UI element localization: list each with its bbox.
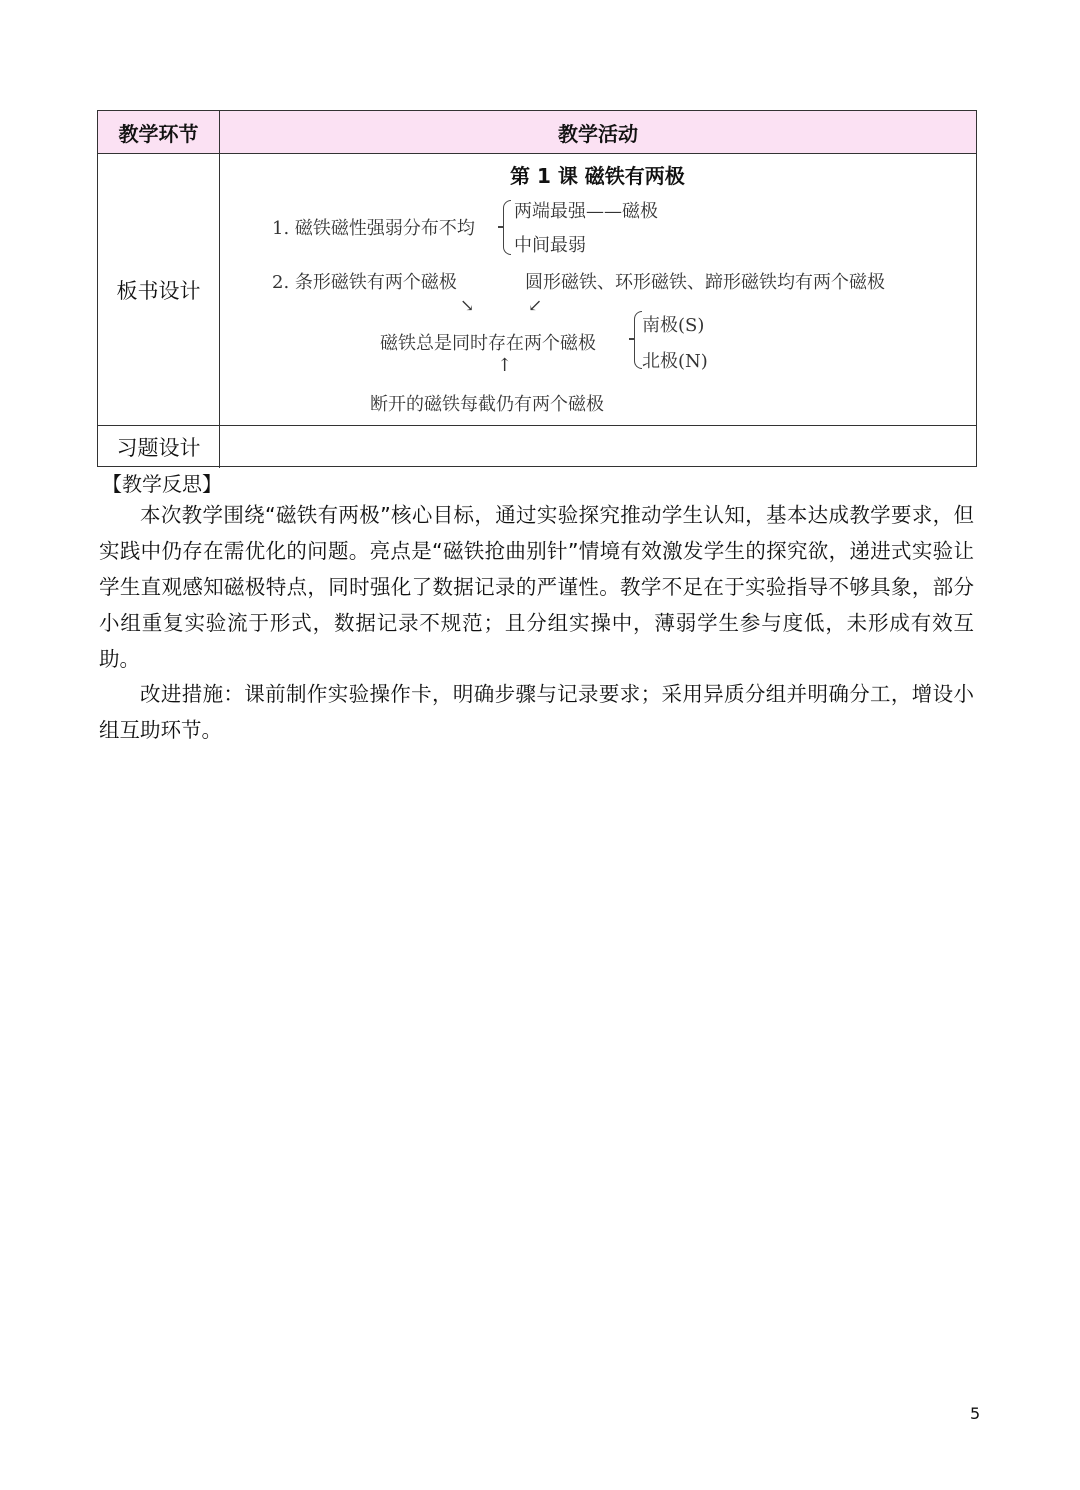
brace-1 (503, 200, 511, 255)
bottom-statement: 断开的磁铁每截仍有两个磁极 (370, 394, 604, 415)
header-teaching-stage: 教学环节 (98, 111, 220, 153)
lesson-title: 第 1 课 磁铁有两极 (510, 164, 685, 188)
reflection-paragraph-2: 改进措施：课前制作实验操作卡，明确步骤与记录要求；采用异质分组并明确分工，增设小组互助环节。 (99, 682, 974, 742)
board-design-content (220, 154, 976, 425)
board-design-row (98, 154, 976, 426)
table-header-row (98, 111, 976, 154)
exercise-design-row (98, 426, 976, 468)
header-teaching-activity: 教学活动 (558, 121, 638, 146)
exercise-design-content (220, 426, 976, 468)
reflection-paragraph-1: 本次教学围绕“磁铁有两极”核心目标，通过实验探究推动学生认知，基本达成教学要求，但实践中仍存在需优化的问题。亮点是“磁铁抢曲别针”情境有效激发学生的探究欲，递进式实验让学生直观感知磁极特点，同时强化了数据记录的严谨性。教学不足在于实验指导不够具象，部分小组重复实验流于形式，数据记录不规范；且分组实操中，薄弱学生参与度低，未形成有效互助。 (99, 503, 974, 671)
board-design-label: 板书设计 (98, 154, 220, 425)
arrow-down-right: ↘ (460, 296, 475, 316)
item1-branch-top: 两端最强——磁极 (514, 201, 658, 222)
item1-lead: 1. 磁铁磁性强弱分布不均 (272, 218, 475, 239)
arrow-up: ↑ (497, 355, 513, 376)
brace-1-tip (498, 226, 504, 228)
arrow-down-left: ↙ (528, 296, 543, 316)
exercise-design-label: 习题设计 (98, 426, 220, 468)
page-number: 5 (970, 1404, 981, 1423)
item2-left: 2. 条形磁铁有两个磁极 (272, 272, 457, 293)
north-pole: 北极(N) (642, 351, 708, 372)
center-statement: 磁铁总是同时存在两个磁极 (380, 333, 596, 354)
brace-2-tip (629, 338, 635, 340)
reflection-title: 【教学反思】 (102, 472, 222, 496)
item1-branch-bottom: 中间最弱 (514, 235, 586, 256)
south-pole: 南极(S) (642, 315, 705, 336)
item2-right: 圆形磁铁、环形磁铁、蹄形磁铁均有两个磁极 (525, 272, 885, 293)
brace-2 (634, 311, 642, 369)
lesson-table (97, 110, 977, 467)
